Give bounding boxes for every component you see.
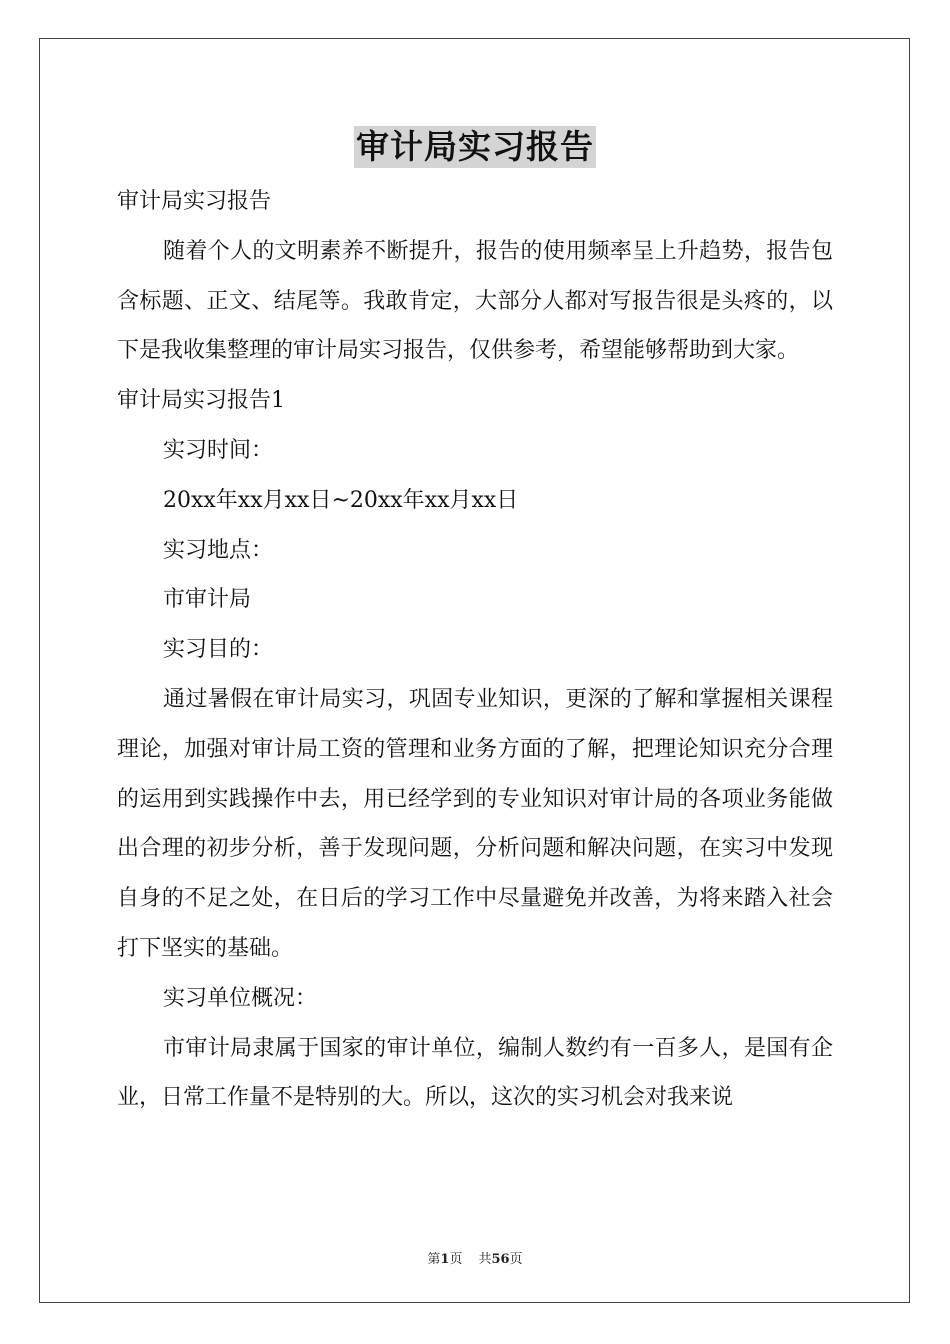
paragraph: 市审计局: [163, 587, 252, 613]
page-footer: [0, 1248, 950, 1267]
paragraph: 通过暑假在审计局实习，巩固专业知识，更深的了解和掌握相关课程理论，加强对审计局工资的管理和业务方面的了解，把理论知识充分合理的运用到实践操作中去，用已经学到的专业知识对审计局的各项业务能做出合理的初步分析，善于发现问题，分析问题和解决问题，在实习中发现自身的不足之处，在日后的学习工作中尽量避免并改善，为将来踏入社会打下坚实的基础。: [117, 686, 833, 961]
footer-total-prefix: 共: [478, 1252, 492, 1267]
footer-page-prefix: 第: [427, 1252, 441, 1267]
paragraph: 20xx年xx月xx日~20xx年xx月xx日: [163, 487, 519, 513]
paragraph: 随着个人的文明素养不断提升，报告的使用频率呈上升趋势，报告包含标题、正文、结尾等。我敢肯定，大部分人都对写报告很是头疼的，以下是我收集整理的审计局实习报告，仅供参考，希望能够帮助到大家。: [117, 238, 833, 364]
footer-page-current: 1: [440, 1252, 450, 1267]
paragraph: 审计局实习报告1: [117, 388, 285, 414]
title-block: [0, 126, 950, 168]
paragraph: 实习时间：: [163, 437, 274, 463]
paragraph: 审计局实习报告: [117, 189, 272, 214]
paragraph: 市审计局隶属于国家的审计单位，编制人数约有一百多人，是国有企业，日常工作量不是特别的大。所以，这次的实习机会对我来说: [117, 1035, 833, 1111]
document-title: 审计局实习报告: [356, 127, 594, 166]
footer-page-total: 56: [491, 1252, 510, 1267]
paragraph: 实习单位概况：: [163, 985, 318, 1011]
footer-total-suffix: 页: [509, 1252, 523, 1267]
document-body: [117, 177, 833, 1123]
paragraph: 实习地点：: [163, 537, 274, 563]
footer-page-suffix: 页: [449, 1252, 463, 1267]
paragraph: 实习目的：: [163, 637, 274, 663]
